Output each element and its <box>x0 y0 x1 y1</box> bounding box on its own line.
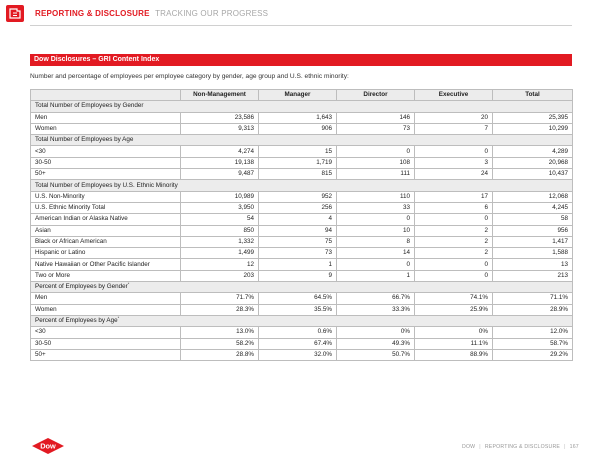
table-row <box>31 112 573 123</box>
row-label: <30 <box>31 327 181 338</box>
table-cell: 0 <box>415 214 493 225</box>
table-cell: 2 <box>415 248 493 259</box>
group-header-row <box>31 180 573 191</box>
table-header-row <box>31 90 573 101</box>
table-cell: 9,313 <box>181 123 259 134</box>
table-cell: 75 <box>259 236 337 247</box>
row-label: Men <box>31 293 181 304</box>
table-cell: 4,289 <box>493 146 573 157</box>
header-divider <box>30 25 572 26</box>
row-label: Native Hawaiian or Other Pacific Islander <box>31 259 181 270</box>
table-cell: 10 <box>337 225 415 236</box>
group-header-row <box>31 135 573 146</box>
row-label: Black or African American <box>31 236 181 247</box>
table-cell: 111 <box>337 169 415 180</box>
row-label: U.S. Non-Minority <box>31 191 181 202</box>
table-cell: 7 <box>415 123 493 134</box>
row-label: Two or More <box>31 270 181 281</box>
table-cell: 12,068 <box>493 191 573 202</box>
page-footer: DOW | REPORTING & DISCLOSURE | 167 <box>462 444 579 450</box>
header-breadcrumb <box>35 9 268 18</box>
column-header: Director <box>337 90 415 101</box>
table-cell: 64.5% <box>259 293 337 304</box>
row-label: Women <box>31 123 181 134</box>
group-title: Total Number of Employees by Age <box>35 136 134 144</box>
table-cell: 1,332 <box>181 236 259 247</box>
row-label: <30 <box>31 146 181 157</box>
table-cell: 73 <box>337 123 415 134</box>
section-title: Dow Disclosures – GRI Content Index <box>30 54 572 66</box>
table-cell: 88.9% <box>415 349 493 360</box>
table-cell: 906 <box>259 123 337 134</box>
table-cell: 67.4% <box>259 338 337 349</box>
row-label: 50+ <box>31 169 181 180</box>
group-header-row <box>31 315 573 326</box>
table-cell: 19,138 <box>181 157 259 168</box>
table-cell: 28.8% <box>181 349 259 360</box>
row-label: 30-50 <box>31 157 181 168</box>
table-cell: 815 <box>259 169 337 180</box>
table-cell: 10,437 <box>493 169 573 180</box>
table-row <box>31 202 573 213</box>
table-cell: 213 <box>493 270 573 281</box>
dow-logo <box>31 437 65 455</box>
table-cell: 4,274 <box>181 146 259 157</box>
table-row <box>31 327 573 338</box>
table-cell: 20,968 <box>493 157 573 168</box>
table-cell: 28.3% <box>181 304 259 315</box>
table-cell: 0% <box>337 327 415 338</box>
table-cell: 2 <box>415 236 493 247</box>
table-cell: 49.3% <box>337 338 415 349</box>
table-cell: 50.7% <box>337 349 415 360</box>
table-cell: 71.7% <box>181 293 259 304</box>
table-cell: 25,395 <box>493 112 573 123</box>
table-cell: 1,588 <box>493 248 573 259</box>
table-cell: 956 <box>493 225 573 236</box>
table-row <box>31 304 573 315</box>
footer-section: REPORTING & DISCLOSURE <box>484 444 561 450</box>
page-number: 167 <box>569 444 579 450</box>
table-cell: 54 <box>181 214 259 225</box>
table-cell: 25.9% <box>415 304 493 315</box>
group-title-cell <box>31 101 573 112</box>
column-header: Executive <box>415 90 493 101</box>
table-cell: 73 <box>259 248 337 259</box>
group-title: Total Number of Employees by U.S. Ethnic Minority <box>35 181 178 189</box>
table-row <box>31 146 573 157</box>
dow-logo-text: Dow <box>40 441 56 451</box>
table-row <box>31 157 573 168</box>
table-cell: 35.5% <box>259 304 337 315</box>
table-cell: 0 <box>415 146 493 157</box>
table-cell: 58.7% <box>493 338 573 349</box>
row-label: Women <box>31 304 181 315</box>
table-cell: 146 <box>337 112 415 123</box>
group-title: Percent of Employees by Age <box>35 317 118 325</box>
table-cell: 3 <box>415 157 493 168</box>
table-cell: 23,586 <box>181 112 259 123</box>
footer-brand: DOW <box>462 444 476 450</box>
row-label: Asian <box>31 225 181 236</box>
table-row <box>31 270 573 281</box>
table-cell: 2 <box>415 225 493 236</box>
table-row <box>31 191 573 202</box>
table-cell: 28.9% <box>493 304 573 315</box>
table-cell: 6 <box>415 202 493 213</box>
row-label: Men <box>31 112 181 123</box>
top-bar <box>0 0 600 30</box>
table-cell: 1,719 <box>259 157 337 168</box>
table-cell: 1,643 <box>259 112 337 123</box>
column-header: Manager <box>259 90 337 101</box>
group-header-row <box>31 101 573 112</box>
table-cell: 0 <box>337 214 415 225</box>
table-cell: 0% <box>415 327 493 338</box>
table-row <box>31 236 573 247</box>
table-cell: 15 <box>259 146 337 157</box>
table-cell: 10,299 <box>493 123 573 134</box>
group-title-cell <box>31 180 573 191</box>
table-cell: 4,245 <box>493 202 573 213</box>
header-title[interactable]: REPORTING & DISCLOSURE <box>35 9 150 18</box>
column-header: Total <box>493 90 573 101</box>
table-row <box>31 293 573 304</box>
table-cell: 66.7% <box>337 293 415 304</box>
table-cell: 203 <box>181 270 259 281</box>
table-cell: 0 <box>337 259 415 270</box>
row-label: 30-50 <box>31 338 181 349</box>
table-cell: 94 <box>259 225 337 236</box>
table-cell: 8 <box>337 236 415 247</box>
table-cell: 32.0% <box>259 349 337 360</box>
group-header-row <box>31 282 573 293</box>
table-cell: 1 <box>337 270 415 281</box>
table-cell: 0.6% <box>259 327 337 338</box>
table-cell: 33.3% <box>337 304 415 315</box>
table-cell: 29.2% <box>493 349 573 360</box>
group-title: Total Number of Employees by Gender <box>35 102 144 110</box>
table-cell: 13.0% <box>181 327 259 338</box>
table-row <box>31 123 573 134</box>
table-cell: 71.1% <box>493 293 573 304</box>
table-cell: 256 <box>259 202 337 213</box>
table-cell: 9 <box>259 270 337 281</box>
table-cell: 10,989 <box>181 191 259 202</box>
row-label: American Indian or Alaska Native <box>31 214 181 225</box>
table-cell: 0 <box>415 270 493 281</box>
table-row <box>31 338 573 349</box>
table-cell: 58.2% <box>181 338 259 349</box>
group-title-cell <box>31 282 573 293</box>
table-cell: 74.1% <box>415 293 493 304</box>
row-label: Hispanic or Latino <box>31 248 181 259</box>
table-cell: 12.0% <box>493 327 573 338</box>
table-cell: 58 <box>493 214 573 225</box>
row-label: 50+ <box>31 349 181 360</box>
column-header-blank <box>31 90 181 101</box>
table-cell: 1 <box>259 259 337 270</box>
footnote-marker: * <box>127 281 130 287</box>
table-cell: 1,417 <box>493 236 573 247</box>
group-title-cell <box>31 135 573 146</box>
table-cell: 0 <box>337 146 415 157</box>
table-cell: 12 <box>181 259 259 270</box>
table-row <box>31 248 573 259</box>
group-title: Percent of Employees by Gender <box>35 283 128 291</box>
table-cell: 20 <box>415 112 493 123</box>
table-cell: 110 <box>337 191 415 202</box>
footnote-marker: * <box>117 315 120 320</box>
group-title-cell <box>31 315 573 326</box>
table-cell: 4 <box>259 214 337 225</box>
table-cell: 14 <box>337 248 415 259</box>
column-header: Non-Management <box>181 90 259 101</box>
header-subtitle[interactable]: TRACKING OUR PROGRESS <box>155 9 269 18</box>
gri-employee-table <box>30 89 573 361</box>
report-logo-icon <box>6 5 24 22</box>
table-row <box>31 259 573 270</box>
table-cell: 13 <box>493 259 573 270</box>
table-cell: 1,499 <box>181 248 259 259</box>
table-cell: 24 <box>415 169 493 180</box>
table-cell: 0 <box>415 259 493 270</box>
table-cell: 850 <box>181 225 259 236</box>
table-cell: 9,487 <box>181 169 259 180</box>
table-row <box>31 349 573 360</box>
table-cell: 11.1% <box>415 338 493 349</box>
table-cell: 3,950 <box>181 202 259 213</box>
table-cell: 952 <box>259 191 337 202</box>
table-cell: 33 <box>337 202 415 213</box>
table-cell: 108 <box>337 157 415 168</box>
row-label: U.S. Ethnic Minority Total <box>31 202 181 213</box>
table-row <box>31 214 573 225</box>
table-row <box>31 169 573 180</box>
table-caption: Number and percentage of employees per employee category by gender, age group and U.S. ethnic minority: <box>30 73 349 80</box>
table-row <box>31 225 573 236</box>
table-cell: 17 <box>415 191 493 202</box>
